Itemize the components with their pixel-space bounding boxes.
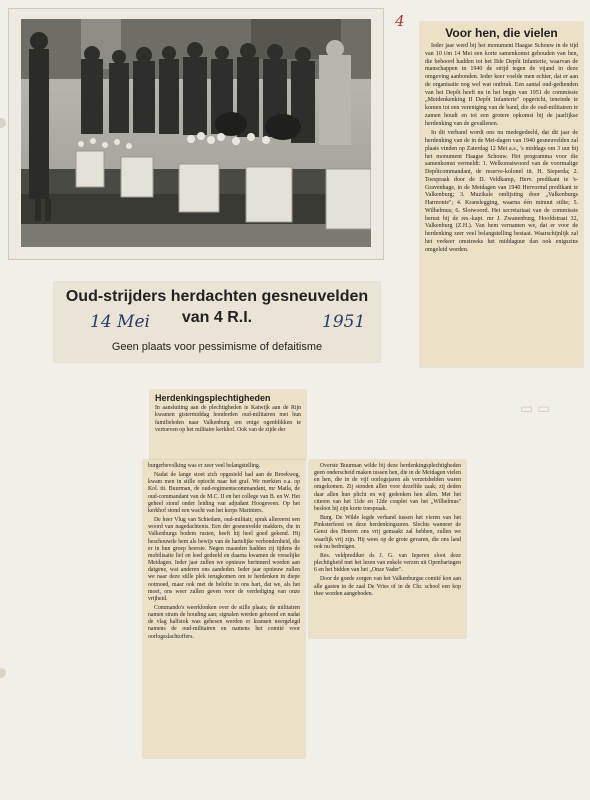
headline-subtitle: Geen plaats voor pessimisme of defaitisme bbox=[111, 341, 323, 353]
binder-hole bbox=[0, 668, 6, 678]
ceremony-paragraph: Door de goede zorgen van het Valkenburgse comité kon aan alle gasten in de zaal De Vries of in de Chr. school een kop thee worden aangeboden. bbox=[314, 576, 461, 597]
headline-clipping bbox=[54, 282, 380, 362]
ceremony-paragraph: Burg. De Wilde legde verband tussen het vieren van het Pinksterfeest en deze herdenkingsuren. Slechts wanneer de Geest des Heeren ons vrij gemaakt zal hebben, zullen we waarlijk vrij zijn. Hij wees op de grote gevaren, die ons land ook nu bedreigen. bbox=[314, 515, 461, 550]
article-paragraph: In dit verband wordt ons nu medegedeeld, dat dit jaar de herdenking van de in de Mei-dagen van 1940 gesneuvelden zal plaats vinden op Zaterdag 12 Mei a.s., 's middags om 3 uur bij het monument Haagse Schouw. Het programma voor die samenkomst vermeldt: 1. Welkomstwoord van de voormalige Depôtcommandant, de reserve-kolonel tit. H. Sieperda; 2. Toespraak door de D. Veldkamp, Herv. predikant te 's-Gravenhage, in de Meidagen van 1940 Hervormd predikant te Valkenburg; 3. Muzikale omlijsting door „Valkenburgs Harmonie"; 4. Kranslegging, waarna één minuut stilte; 5. Wilhelmus; 6. Slotwoord. Het secretariaat van de commissie berust bij de res.-kapt. mr J. Zwanenburg, Hoofdstraat 32, Valkenburg (Z.H.). Van hem vernamen we, dat er voor de herdenking zeer veel belangstelling bestaat. Waarschijnlijk zal het verkeer omstreeks het middaguur dan ook enigszins omgeleid worden. bbox=[425, 130, 578, 253]
article-body bbox=[420, 40, 583, 259]
memorial-photo bbox=[21, 19, 371, 247]
ceremony-paragraph: burgerbevolking was er zeer veel belangstelling. bbox=[148, 463, 261, 469]
article-herdenking-col1 bbox=[143, 460, 305, 758]
headline-title: Oud-strijders herdachten gesneuvelden van 4 R.I. bbox=[65, 288, 369, 326]
article-voor-hen bbox=[420, 22, 583, 367]
ceremony-paragraph: Res. veldprediker ds J. G. van Ieperen sloot deze plechtigheid met het lezen van enkele verzen uit Openbaringen 6 en het bidden van het „Onze Vader". bbox=[314, 552, 461, 574]
handwritten-date: 14 Mei bbox=[90, 312, 150, 332]
ceremony-paragraph: Commando's weerklonken over de stille plaats; de militairen namen stram de houding aan; signalen werden gehoord en nadat de vlag halfstok was gehesen werden er kransen neergelegd namens de oud-militairen en namens het comité voor oorlogsslachtoffers. bbox=[148, 604, 300, 640]
ceremony-col2-body bbox=[309, 460, 466, 603]
ceremony-photo-image bbox=[21, 19, 371, 247]
article-herdenking-col2 bbox=[309, 460, 466, 638]
photo-frame bbox=[8, 8, 384, 260]
ceremony-col1-body bbox=[143, 460, 305, 646]
article-paragraph: Ieder jaar werd bij het monument Haagse Schouw in de tijd van 10 t/m 14 Mei een korte samenkomst gehouden van hen, die behoord hadden tot het IIde Depôt Infanterie, waarvan de manschappen in 1940 de strijd tegen de vijand in deze omgeving aanbonden. Ieder keer voelde men echter, dat er aan de organisatie nog wel wat ontbrak. Een aantal oud-gedienden van het Depôt heeft nu in het begin van 1951 de commissie „Meidenkenking II Depôt Infanterie" opgericht, teneinde te komen tot een vereniging van de band, die de oud-militairen te zamen houdt en tot een grotere opkomst bij de jaarlijkse herdenking van de gevallenen. bbox=[425, 43, 578, 127]
binder-hole bbox=[0, 118, 6, 128]
ceremony-title: Herdenkingsplechtigheden bbox=[155, 393, 271, 403]
ceremony-paragraph: De heer Vlug van Schiedam, oud-militair, sprak allereerst een woord van nagedachtenis. Een der gesneuvelde makkers, die in Valkenburgs bodem rusten, heeft hij heel goed gekend. Hij beschouwde hem als bewijs van de hartelijke verbondenheid, die er in hun groep heerste. Negen maanden hadden zij tijdens de mobilisatie lief en leed gedeeld en daarna kwamen de vreselijke Meidagen. Ieder jaar zullen we opnieuw herinnerd worden aan datgene, wat anderen ons aandeden. Ieder jaar opnieuw zullen we naar deze stille plek terugkomen om te herdenken in diepe ootmoed, maar ook met de belofte in ons hart, dat we, als het moet, ons weer zullen geven voor de verdediging van onze vrijheid. bbox=[148, 517, 300, 602]
article-herdenking-lead bbox=[150, 390, 306, 460]
ceremony-lead: In aansluiting aan de plechtigheden te Katwijk aan de Rijn kwamen gistermiddag honderden oud-militairen met hun familieleden naar Valkenburg om enige ogenblikken te vertoeven op het militaire kerkhof. Ook van de zijde der bbox=[155, 405, 301, 433]
article-title: Voor hen, die vielen bbox=[445, 26, 558, 40]
ceremony-paragraph: Nadat de lange stoet zich opgesteld had aan de Broekweg, kwam men in stille optocht naar het graf. We merkten o.a. op Kol. tit. Buurman, de oud-regimentscommandant, mr Matla, de oud-commandant van de M.C. II en het college van B. en W. Het geheel stond onder leiding van adjudant Hoogeveen. Op het kerkhof stond een wacht van het korps Mariniers. bbox=[148, 472, 300, 514]
ceremony-paragraph: Overste Buurman wilde bij deze herdenkingsplechtigheden geen onderscheid maken tussen hen, die in de Meidagen vielen en hen, die in de vijf oorlogsjaren als verzetshelden waren omgekomen. Zij stonden allen voor dezelfde zaak; zij deden daar allen hun plicht en wij gedenken hen allen. Met het citeren van het 11de en 12de couplet van het „Wilhelmus" besloot hij zijn korte toespraak. bbox=[314, 463, 461, 512]
handwritten-year: 1951 bbox=[322, 312, 366, 332]
margin-note: 4 bbox=[395, 12, 405, 30]
faint-backside-text: ▭ ▭ bbox=[520, 400, 551, 416]
